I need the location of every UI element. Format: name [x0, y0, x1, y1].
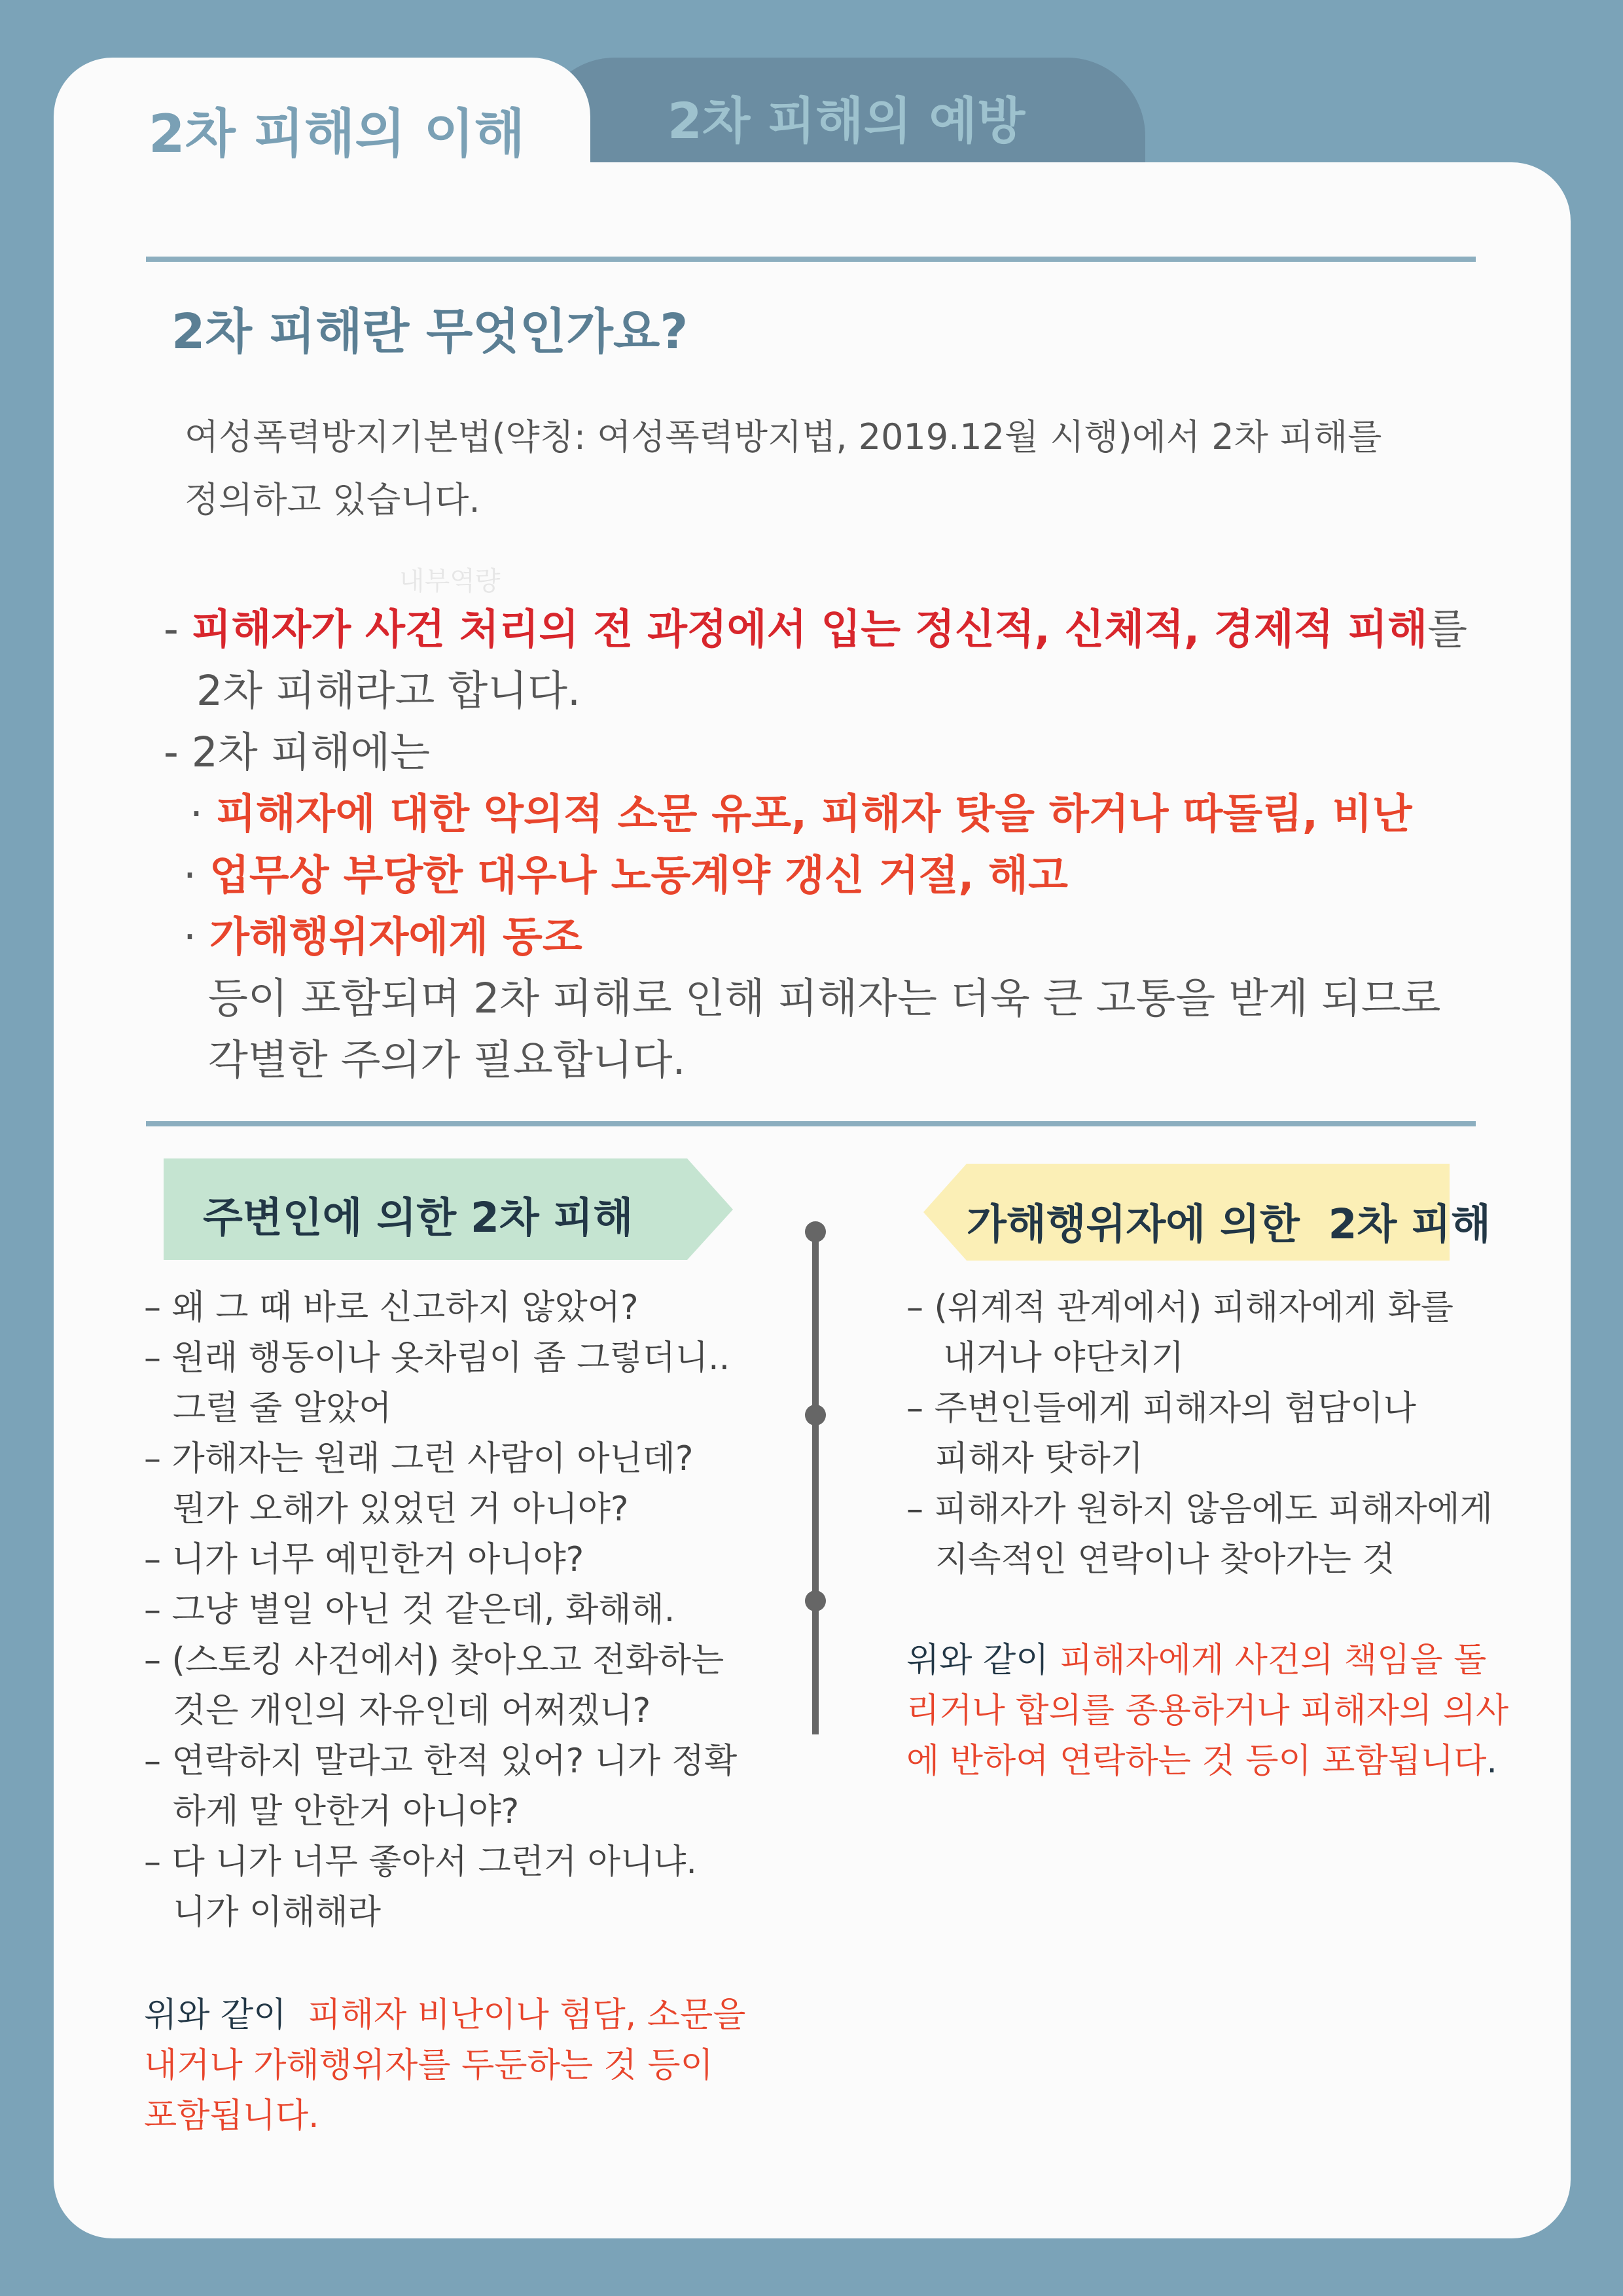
summary-line: 리거나 합의를 종용하거나 피해자의 의사 — [906, 1691, 1509, 1731]
timeline-dot — [805, 1590, 826, 1611]
list-item: – 가해자는 원래 그런 사람이 아닌데? — [144, 1439, 694, 1479]
summary-prefix: 위와 같이 — [144, 1996, 287, 2035]
definition-line: - 2차 피해에는 — [164, 728, 431, 776]
definition-highlight: 피해자가 사건 처리의 전 과정에서 입는 정신적, 신체적, 경제적 피해 — [191, 605, 1428, 653]
bullet-text: 피해자에 대한 악의적 소문 유포, 피해자 탓을 하거나 따돌림, 비난 — [216, 790, 1412, 838]
bullet-marker: · — [183, 913, 197, 961]
list-item-cont: 뭔가 오해가 있었던 거 아니야? — [173, 1490, 629, 1529]
bullet-text: 업무상 부당한 대우나 노동계약 갱신 거절, 해고 — [209, 852, 1068, 899]
bystander-heading-box — [164, 1158, 687, 1260]
summary-line: 내거나 가해행위자를 두둔하는 것 등이 — [144, 2046, 713, 2085]
summary-highlight: 에 반하여 연락하는 것 등이 포함됩니다 — [906, 1742, 1487, 1781]
tab-understanding[interactable] — [54, 58, 590, 215]
summary-prefix: 위와 같이 — [906, 1641, 1049, 1680]
section-title: 2차 피해란 무엇인가요? — [171, 304, 688, 360]
list-item-cont: 그럴 줄 알았어 — [173, 1389, 392, 1428]
definition-line: 등이 포함되며 2차 피해로 인해 피해자는 더욱 큰 고통을 받게 되므로 — [208, 975, 1441, 1022]
summary-end: . — [1486, 1742, 1497, 1781]
dash: - — [164, 605, 192, 653]
list-item: – 피해자가 원하지 않음에도 피해자에게 — [906, 1490, 1493, 1529]
bullet-marker: · — [183, 852, 197, 899]
list-item: – 주변인들에게 피해자의 험담이나 — [906, 1389, 1416, 1428]
bystander-heading: 주변인에 의한 2차 피해 — [203, 1194, 633, 1242]
bystander-examples — [144, 1283, 772, 2142]
watermark: 내부역량 — [399, 566, 501, 596]
list-item: – (스토킹 사건에서) 찾아오고 전화하는 — [144, 1641, 724, 1680]
list-item-cont: 내거나 야단치기 — [943, 1338, 1185, 1378]
summary-line — [906, 1736, 1495, 1787]
list-item: – 그냥 별일 아닌 것 같은데, 화해해. — [144, 1590, 675, 1630]
list-item: – 다 니가 너무 좋아서 그런거 아니냐. — [144, 1842, 697, 1882]
definition-line — [164, 599, 1538, 660]
intro-line: 여성폭력방지기본법(약칭: 여성폭력방지법, 2019.12월 시행)에서 2차 피해를 — [185, 416, 1382, 457]
summary-line — [906, 1636, 1495, 1686]
bystander-summary — [144, 1990, 772, 2142]
divider-top — [146, 257, 1476, 262]
list-item: – (위계적 관계에서) 피해자에게 화를 — [906, 1288, 1454, 1327]
definition-line: 각별한 주의가 필요합니다. — [208, 1036, 686, 1084]
definition-line: 2차 피해라고 합니다. — [196, 667, 581, 715]
list-item: – 니가 너무 예민한거 아니야? — [144, 1540, 584, 1579]
list-item-cont: 지속적인 연락이나 찾아가는 것 — [935, 1540, 1395, 1579]
timeline-dot — [805, 1405, 826, 1426]
spacer — [144, 1938, 772, 1990]
list-item: – 왜 그 때 바로 신고하지 않았어? — [144, 1288, 639, 1327]
definition-block — [164, 599, 1538, 1091]
perpetrator-heading-box — [967, 1164, 1491, 1261]
bullet-item — [164, 783, 1538, 845]
perpetrator-summary — [906, 1636, 1509, 1787]
bullet-item — [164, 845, 1538, 906]
timeline-dot — [805, 1221, 826, 1242]
summary-highlight: 피해자에게 사건의 책임을 돌 — [1060, 1641, 1487, 1680]
list-item: – 연락하지 말라고 한적 있어? 니가 정확 — [144, 1742, 738, 1781]
list-item-cont: 것은 개인의 자유인데 어쩌겠니? — [173, 1691, 651, 1731]
intro-line: 정의하고 있습니다. — [185, 479, 480, 520]
spacer — [906, 1585, 1495, 1636]
summary-highlight: 피해자 비난이나 험담, 소문을 — [308, 1996, 746, 2035]
tab-understanding-label: 2차 피해의 이해 — [149, 103, 526, 164]
summary-line: 포함됩니다. — [144, 2096, 319, 2136]
list-item-cont: 피해자 탓하기 — [935, 1439, 1143, 1479]
definition-suffix: 를 — [1427, 605, 1468, 653]
summary-line — [144, 1990, 772, 2041]
perpetrator-examples — [906, 1283, 1509, 1787]
bullet-item — [164, 906, 1538, 968]
intro-text — [185, 406, 1493, 531]
timeline-line — [812, 1230, 819, 1734]
divider-middle — [146, 1121, 1476, 1126]
tab-prevention-label: 2차 피해의 예방 — [668, 92, 1026, 150]
perpetrator-heading: 가해행위자에 의한 2차 피해 — [967, 1200, 1491, 1248]
bullet-text: 가해행위자에게 동조 — [209, 913, 582, 961]
list-item-cont: 하게 말 안한거 아니야? — [173, 1792, 520, 1831]
list-item: – 원래 행동이나 옷차림이 좀 그렇더니.. — [144, 1338, 730, 1378]
bullet-marker: · — [190, 790, 204, 838]
list-item-cont: 니가 이해해라 — [173, 1893, 381, 1932]
